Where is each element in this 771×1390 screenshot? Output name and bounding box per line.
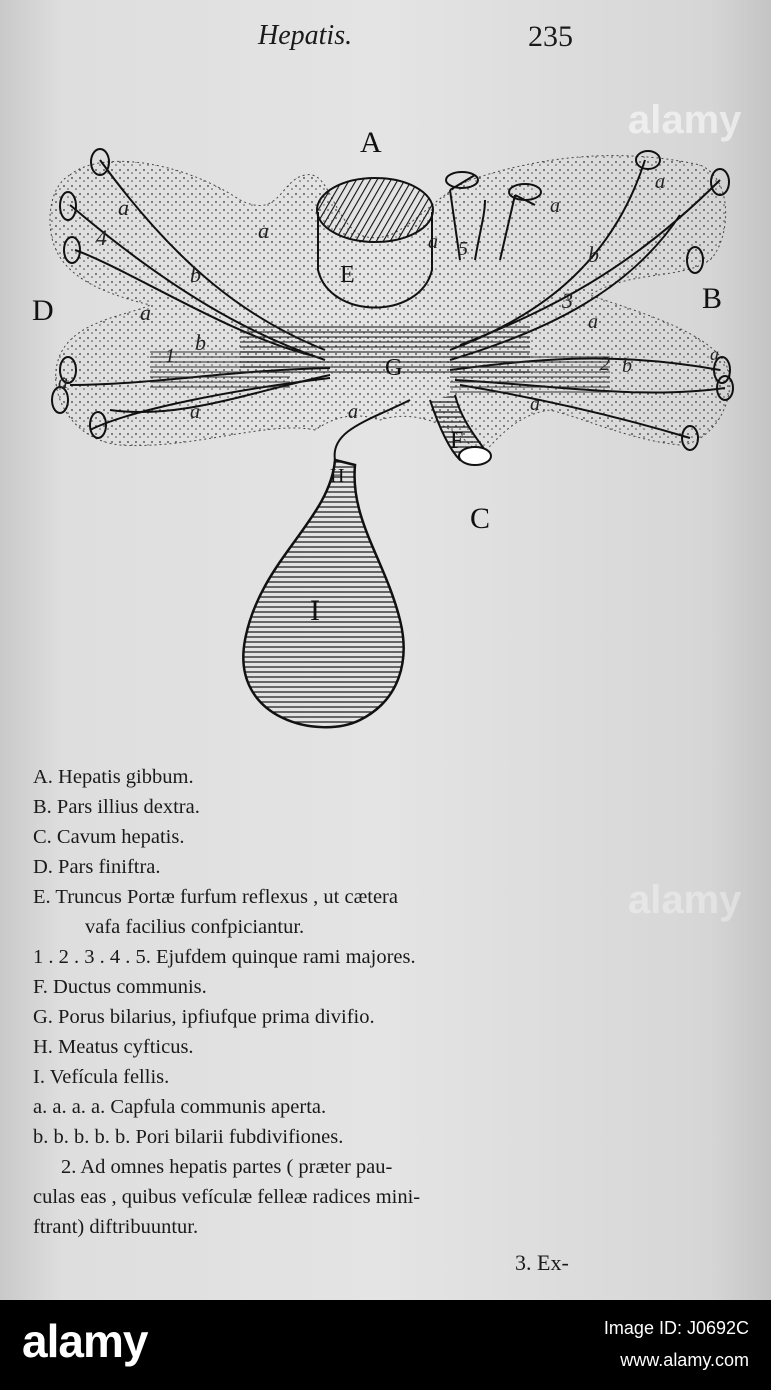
label-a-4: a xyxy=(58,371,68,393)
label-a-10: a xyxy=(588,311,598,333)
label-a-11: a xyxy=(530,393,540,415)
label-4: 4 xyxy=(96,225,107,250)
label-a-9: a xyxy=(655,171,665,193)
label-a-3: a xyxy=(140,300,151,325)
legend-line: vafa facilius confpiciantur. xyxy=(85,916,305,938)
running-title: Hepatis. xyxy=(258,20,353,51)
legend-line: C. Cavum hepatis. xyxy=(33,826,185,848)
label-a-6: a xyxy=(348,401,358,423)
brand-logo: alamy xyxy=(22,1315,148,1367)
label-C: C xyxy=(470,502,491,535)
legend-line: culas eas , quibus vefículæ felleæ radices mini- xyxy=(33,1186,421,1208)
figure-legend xyxy=(33,762,613,1242)
label-D: D xyxy=(32,294,54,327)
legend-line: 1 . 2 . 3 . 4 . 5. Ejufdem quinque rami majores. xyxy=(33,946,416,968)
watermark: alamy xyxy=(628,98,742,142)
legend-line: D. Pars finiftra. xyxy=(33,856,161,878)
label-b-1: b xyxy=(190,262,201,287)
legend-line: H. Meatus cyfticus. xyxy=(33,1036,194,1058)
label-A: A xyxy=(360,126,382,159)
legend-line: b. b. b. b. b. Pori bilarii fubdivifiones. xyxy=(33,1126,344,1148)
label-B: B xyxy=(702,282,723,315)
label-2: 2 xyxy=(600,353,610,375)
legend-line: G. Porus bilarius, ipfiufque prima divifio. xyxy=(33,1006,375,1028)
label-5: 5 xyxy=(458,238,468,260)
legend-line: A. Hepatis gibbum. xyxy=(33,766,194,788)
liver-engraving xyxy=(30,120,750,760)
label-a-5: a xyxy=(190,401,200,423)
legend-line: I. Vefícula fellis. xyxy=(33,1066,170,1088)
legend-line: ftrant) diftribuuntur. xyxy=(33,1216,199,1238)
label-F: F xyxy=(450,428,464,454)
legend-line: F. Ductus communis. xyxy=(33,976,207,998)
label-a-8: a xyxy=(550,195,560,217)
label-a-2: a xyxy=(258,218,269,243)
legend-line: 2. Ad omnes hepatis partes ( præter pau- xyxy=(61,1156,393,1178)
label-a-1: a xyxy=(118,195,129,220)
legend-line: E. Truncus Portæ furfum reflexus , ut cætera xyxy=(33,886,398,908)
label-3: 3 xyxy=(562,288,573,313)
site-url: www.alamy.com xyxy=(620,1350,749,1370)
label-b-2: b xyxy=(195,330,206,355)
legend-line: a. a. a. a. Capfula communis aperta. xyxy=(33,1096,327,1118)
label-b-4: b xyxy=(622,355,632,377)
legend-line: B. Pars illius dextra. xyxy=(33,796,200,818)
watermark: alamy xyxy=(628,878,742,922)
portal-trunk-cut xyxy=(317,178,433,242)
label-G: G xyxy=(385,355,403,381)
label-H: H xyxy=(330,465,345,487)
label-a-7: a xyxy=(428,231,438,253)
gallbladder xyxy=(243,460,403,727)
label-1: 1 xyxy=(165,345,175,367)
label-I: I xyxy=(310,594,320,627)
label-a-12: a xyxy=(710,344,719,364)
label-b-3: b xyxy=(588,242,599,267)
image-id: Image ID: J0692C xyxy=(603,1318,749,1338)
stock-footer-bar xyxy=(0,1300,771,1390)
page-number: 235 xyxy=(528,20,573,53)
catchword: 3. Ex- xyxy=(515,1250,569,1275)
label-E: E xyxy=(340,262,355,288)
